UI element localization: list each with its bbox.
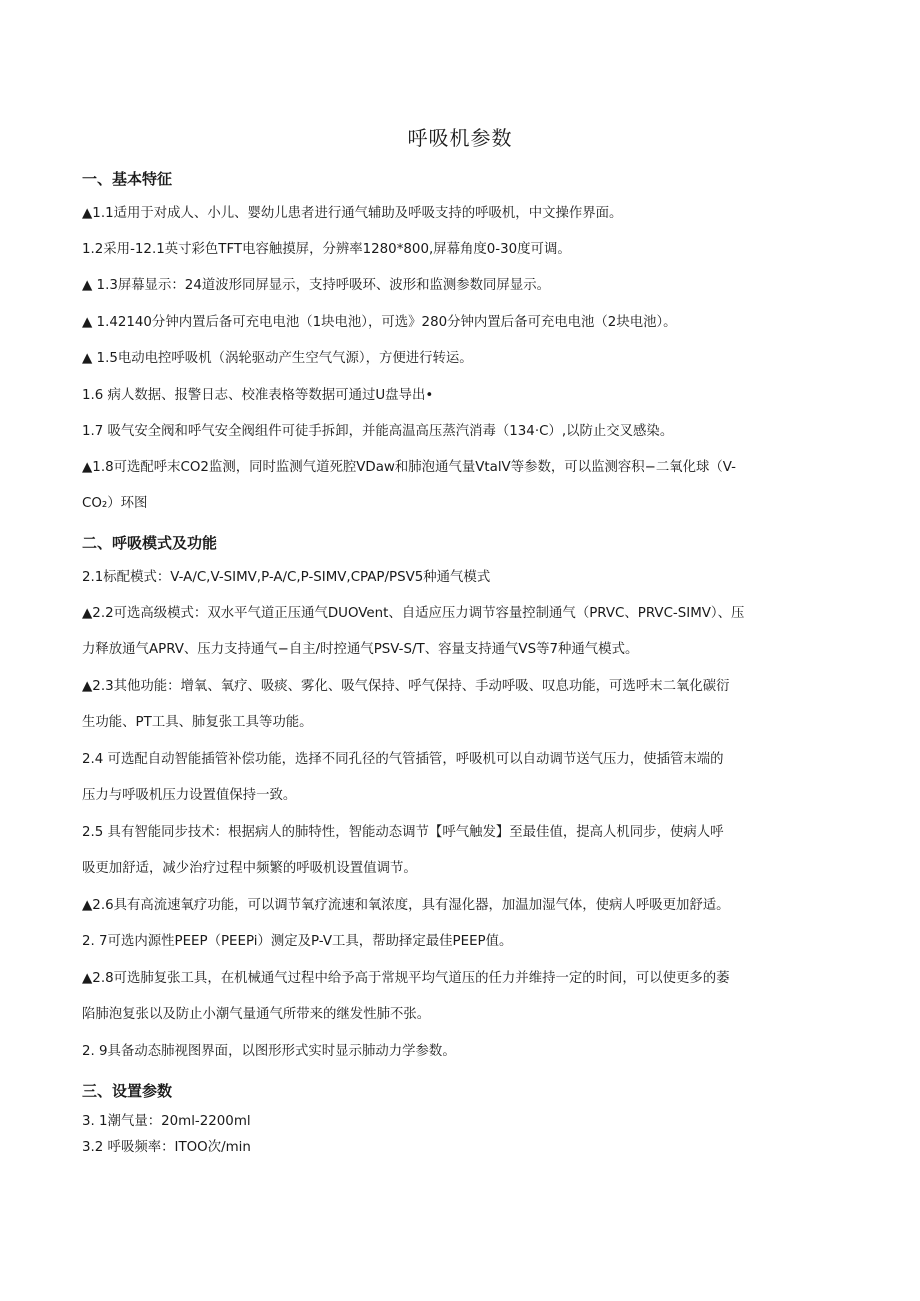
paragraph: 3.2 呼吸频率：ITOO次/min xyxy=(82,1140,251,1155)
paragraph: ▲2.6具有高流速氧疗功能，可以调节氧疗流速和氧浓度，具有湿化器，加温加湿气体，使病人呼吸更加舒适。 xyxy=(82,898,730,913)
page-title: 呼吸机参数 xyxy=(407,126,513,150)
paragraph: 2.1标配模式：V-A∕C,V-SIMV,P-A∕C,P-SIMV,CPAP/PSV5种通气模式 xyxy=(82,570,491,585)
paragraph: 2. 9具备动态肺视图界面，以图形形式实时显示肺动力学参数。 xyxy=(82,1044,456,1059)
paragraph: ▲ 1.42140分钟内置后备可充电电池（1块电池），可选》280分钟内置后备可充电电池（2块电池）。 xyxy=(82,315,677,330)
paragraph: ▲2.8可选肺复张工具，在机械通气过程中给予高于常规平均气道压的任力并维持一定的时间，可以使更多的萎 陷肺泡复张以及防止小潮气量通气所带来的继发性肺不张。 xyxy=(82,971,730,1022)
paragraph: 1.2采用-12.1英寸彩色TFT电容触摸屏，分辨率1280*800,屏幕角度0-30度可调。 xyxy=(82,242,571,257)
paragraph: 2. 7可选内源性PEEP（PEEPi）测定及P-V工具，帮助择定最佳PEEP值。 xyxy=(82,934,513,949)
paragraph: 1.7 吸气安全阀和呼气安全阀组件可徒手拆卸，并能高温高压蒸汽消毒（134·C）,以防止交叉感染。 xyxy=(82,424,674,439)
paragraph: 1.6 病人数据、报警日志、校准表格等数据可通过U盘导出• xyxy=(82,388,434,403)
paragraph: 2.4 可选配自动智能插管补偿功能，选择不同孔径的气管插管，呼吸机可以自动调节送气压力，使插管末端的 压力与呼吸机压力设置值保持一致。 xyxy=(82,752,724,803)
section-heading-basic-features: 一、基本特征 xyxy=(82,170,173,188)
paragraph: ▲2.2可选高级模式：双水平气道正压通气DUOVent、自适应压力调节容量控制通气（PRVC、PRVC-SIMV）、压 力释放通气APRV、压力支持通气−自主/时控通气PSV-S/T、容量支持通气VS等7种通气模式。 xyxy=(82,606,745,657)
paragraph: ▲1.1适用于对成人、小儿、婴幼儿患者进行通气辅助及呼吸支持的呼吸机，中文操作界面。 xyxy=(82,206,623,221)
paragraph: ▲ 1.3屏幕显示：24道波形同屏显示，支持呼吸环、波形和监测参数同屏显示。 xyxy=(82,278,550,293)
section-heading-settings: 三、设置参数 xyxy=(82,1082,173,1100)
paragraph: 2.5 具有智能同步技术：根据病人的肺特性，智能动态调节【呼气触发】至最佳值，提高人机同步，使病人呼 吸更加舒适，减少治疗过程中频繁的呼吸机设置值调节。 xyxy=(82,825,724,876)
paragraph: ▲1.8可选配呼末CO2监测，同时监测气道死腔VDaw和肺泡通气量VtalV等参数，可以监测容积−二氧化球（V- CO₂）环图 xyxy=(82,460,737,511)
paragraph: 3. 1潮气量：20ml-2200ml xyxy=(82,1114,251,1129)
paragraph: ▲ 1.5电动电控呼吸机（涡轮驱动产生空气气源），方便进行转运。 xyxy=(82,351,473,366)
section-heading-modes-functions: 二、呼吸模式及功能 xyxy=(82,534,218,552)
paragraph: ▲2.3其他功能：增氧、氧疗、吸痰、雾化、吸气保持、呼气保持、手动呼吸、叹息功能，可选呼末二氧化碳衍 生功能、PT工具、肺复张工具等功能。 xyxy=(82,679,730,730)
